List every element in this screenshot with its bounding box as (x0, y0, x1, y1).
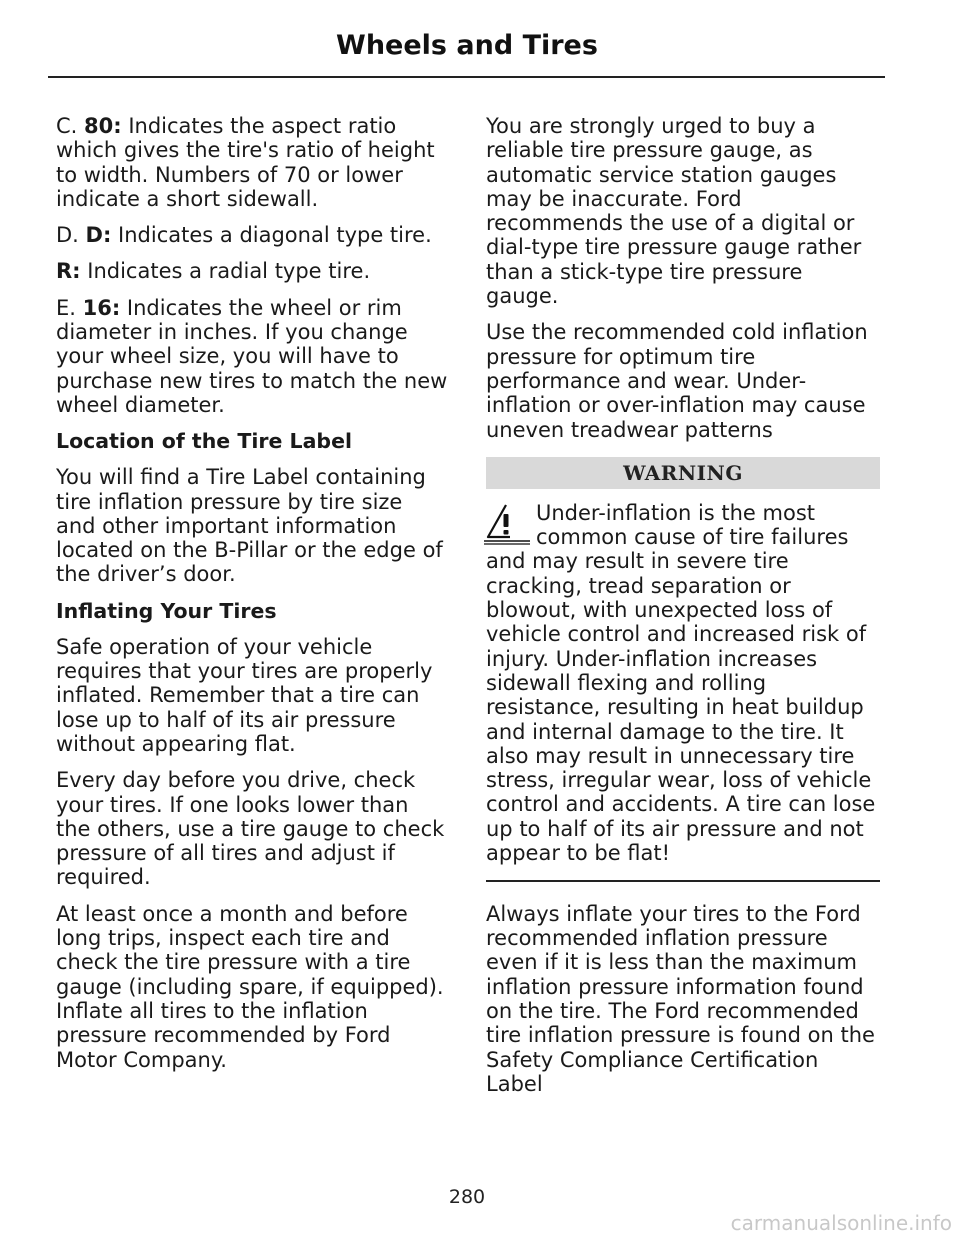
item-d-prefix: D. (56, 223, 86, 248)
header-divider (48, 76, 885, 78)
inflating-paragraph-3: At least once a month and before long trips, inspect each tire and check the tire pressure with a tire gauge (including spare, if equipped). Inflate all tires to the inflation pressure recommended by Ford Motor Company. (56, 901, 444, 1072)
warning-block (486, 501, 880, 865)
page-title: Wheels and Tires (336, 30, 598, 61)
gauge-paragraph: You are strongly urged to buy a reliable tire pressure gauge, as automatic service station gauges may be inaccurate. Ford recommends the use of a digital or dial-type tire pressure gauge rather than a stick-type tire pressure gauge. (486, 114, 862, 309)
warning-text: Under-inflation is the most common cause of tire failures and may result in severe tire cracking, tread separation or blowout, with unexpected loss of vehicle control and increased risk of injury. Under-inflation increases sidewall flexing and rolling resistance, resulting in heat buildup and internal damage to the tire. It also may result in unnecessary tire stress, irregular wear, loss of vehicle control and accidents. A tire can lose up to half of its air pressure and not appear to be flat! (486, 500, 876, 866)
item-r-code: R: (56, 259, 81, 284)
heading-location-tire-label: Location of the Tire Label (56, 429, 353, 454)
item-d-code: D: (85, 223, 112, 248)
item-r (56, 259, 448, 283)
warning-triangle-icon (482, 501, 534, 545)
warning-divider (486, 880, 880, 882)
item-e-prefix: E. (56, 295, 83, 320)
heading-inflating-tires: Inflating Your Tires (56, 598, 277, 623)
item-c (56, 114, 448, 211)
item-c-text: Indicates the aspect ratio which gives the tire's ratio of height to width. Numbers of 70 or lower indicate a short sidewall. (56, 114, 435, 211)
cold-pressure-paragraph: Use the recommended cold inflation pressure for optimum tire performance and wear. Under-inflation or over-inflation may cause uneven treadwear patterns (486, 320, 868, 442)
item-r-text: Indicates a radial type tire. (80, 259, 371, 284)
watermark: carmanualsonline.info (730, 1211, 952, 1235)
left-column (56, 114, 448, 1084)
warning-banner: WARNING (486, 457, 880, 489)
inflating-paragraph-1: Safe operation of your vehicle requires that your tires are properly inflated. Remember that a tire can lose up to half of its air pressure without appearing flat. (56, 634, 433, 756)
item-c-prefix: C. (56, 114, 85, 138)
page-number: 280 (448, 1186, 486, 1208)
location-paragraph: You will find a Tire Label containing tire inflation pressure by tire size and other important information located on the B-Pillar or the edge of the driver’s door. (56, 465, 443, 587)
right-column (486, 114, 880, 1108)
item-e-text: Indicates the wheel or rim diameter in inches. If you change your wheel size, you will have to purchase new tires to match the new wheel diameter. (56, 295, 448, 417)
always-inflate-paragraph: Always inflate your tires to the Ford recommended inflation pressure even if it is less than the maximum inflation pressure information found on the tire. The Ford recommended tire inflation pressure is found on the Safety Compliance Certification Label (486, 901, 875, 1096)
item-c-code: 80: (84, 114, 122, 138)
item-e-code: 16: (82, 295, 121, 320)
item-d-text: Indicates a diagonal type tire. (111, 223, 432, 248)
item-e (56, 296, 448, 417)
inflating-paragraph-2: Every day before you drive, check your tires. If one looks lower than the others, use a tire gauge to check pressure of all tires and adjust if required. (56, 768, 445, 890)
item-d (56, 223, 448, 247)
